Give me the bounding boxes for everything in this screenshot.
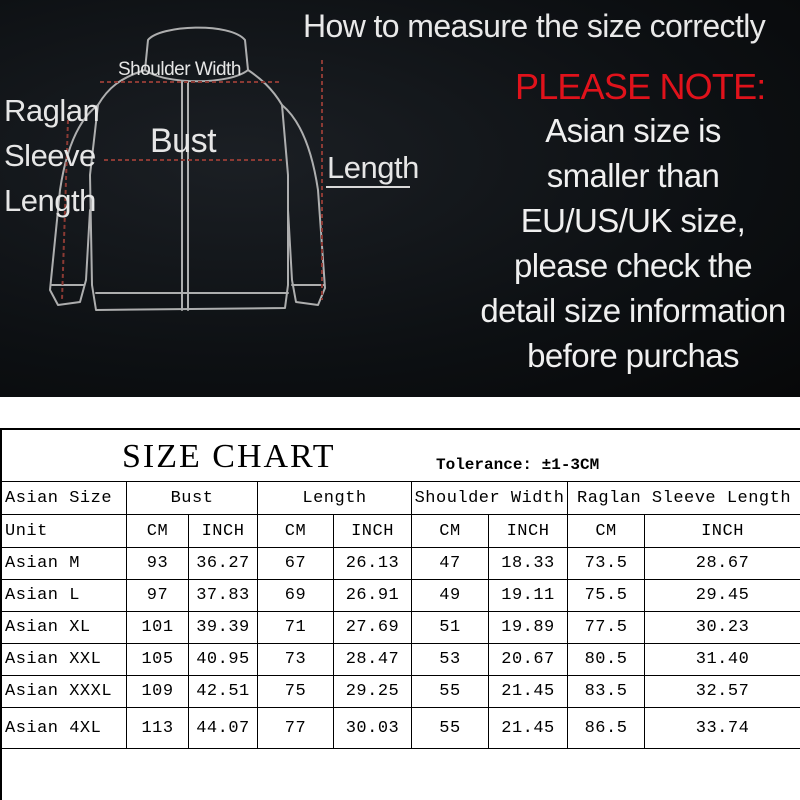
note-line: before purchas [527,337,739,374]
value-cell: 47 [412,548,489,580]
value-cell: 97 [127,580,189,612]
value-cell: 77.5 [568,612,645,644]
value-cell: 101 [127,612,189,644]
unit-cell: INCH [189,515,258,548]
value-cell: 37.83 [189,580,258,612]
value-cell: 69 [258,580,334,612]
table-row [2,580,800,612]
unit-cell: INCH [489,515,568,548]
value-cell: 30.03 [334,708,412,749]
raglan-line-3: Length [4,183,96,218]
size-name-cell: Asian XXL [2,644,127,676]
size-note-text [478,108,788,378]
value-cell: 26.91 [334,580,412,612]
value-cell: 55 [412,708,489,749]
value-cell: 80.5 [568,644,645,676]
tolerance-note: Tolerance: ±1-3CM [436,456,600,474]
value-cell: 21.45 [489,676,568,708]
shoulder-width-label: Shoulder Width [118,59,241,80]
table-row [2,644,800,676]
value-cell: 55 [412,676,489,708]
length-header: Length [258,482,412,515]
value-cell: 40.95 [189,644,258,676]
value-cell: 19.11 [489,580,568,612]
banner-title: How to measure the size correctly [303,8,766,44]
value-cell: 53 [412,644,489,676]
size-name-cell: Asian XL [2,612,127,644]
table-row [2,548,800,580]
value-cell: 33.74 [645,708,800,749]
size-table [1,481,800,749]
size-chart-title: SIZE CHART [122,438,336,475]
value-cell: 75.5 [568,580,645,612]
value-cell: 86.5 [568,708,645,749]
value-cell: 44.07 [189,708,258,749]
shoulder-width-header: Shoulder Width [412,482,568,515]
note-line: please check the [513,247,753,284]
bust-label: Bust [150,122,217,160]
size-name-cell: Asian XXXL [2,676,127,708]
unit-row [2,515,800,548]
measurement-banner [0,0,800,397]
value-cell: 73.5 [568,548,645,580]
value-cell: 113 [127,708,189,749]
group-header-row [2,482,800,515]
size-name-cell: Asian L [2,580,127,612]
value-cell: 27.69 [334,612,412,644]
unit-cell: INCH [334,515,412,548]
please-note-heading: PLEASE NOTE: [515,66,766,107]
value-cell: 36.27 [189,548,258,580]
value-cell: 49 [412,580,489,612]
unit-label: Unit [2,515,127,548]
value-cell: 20.67 [489,644,568,676]
size-name-cell: Asian M [2,548,127,580]
value-cell: 71 [258,612,334,644]
size-name-cell: Asian 4XL [2,708,127,749]
value-cell: 51 [412,612,489,644]
unit-cell: CM [568,515,645,548]
value-cell: 29.25 [334,676,412,708]
unit-cell: CM [258,515,334,548]
value-cell: 105 [127,644,189,676]
note-line: Asian size is [545,112,721,149]
value-cell: 18.33 [489,548,568,580]
value-cell: 31.40 [645,644,800,676]
value-cell: 75 [258,676,334,708]
bust-header: Bust [127,482,258,515]
value-cell: 19.89 [489,612,568,644]
value-cell: 67 [258,548,334,580]
note-line: smaller than [546,157,720,194]
unit-cell: CM [412,515,489,548]
value-cell: 29.45 [645,580,800,612]
value-cell: 73 [258,644,334,676]
table-row [2,676,800,708]
raglan-sleeve-length-header: Raglan Sleeve Length [568,482,800,515]
value-cell: 83.5 [568,676,645,708]
value-cell: 30.23 [645,612,800,644]
note-line: EU/US/UK size, [520,202,746,239]
value-cell: 28.47 [334,644,412,676]
size-chart [0,428,800,800]
chart-top-border [0,428,800,430]
unit-cell: CM [127,515,189,548]
table-row [2,612,800,644]
table-row [2,708,800,749]
unit-cell: INCH [645,515,800,548]
note-line: detail size information [480,292,786,329]
value-cell: 32.57 [645,676,800,708]
value-cell: 42.51 [189,676,258,708]
value-cell: 109 [127,676,189,708]
length-underline [326,186,410,188]
raglan-line-2: Sleeve [4,138,96,173]
value-cell: 77 [258,708,334,749]
raglan-sleeve-length-label [4,88,99,223]
value-cell: 26.13 [334,548,412,580]
raglan-line-1: Raglan [4,93,100,128]
value-cell: 39.39 [189,612,258,644]
value-cell: 28.67 [645,548,800,580]
asian-size-header: Asian Size [2,482,127,515]
length-label: Length [327,150,419,185]
value-cell: 21.45 [489,708,568,749]
value-cell: 93 [127,548,189,580]
